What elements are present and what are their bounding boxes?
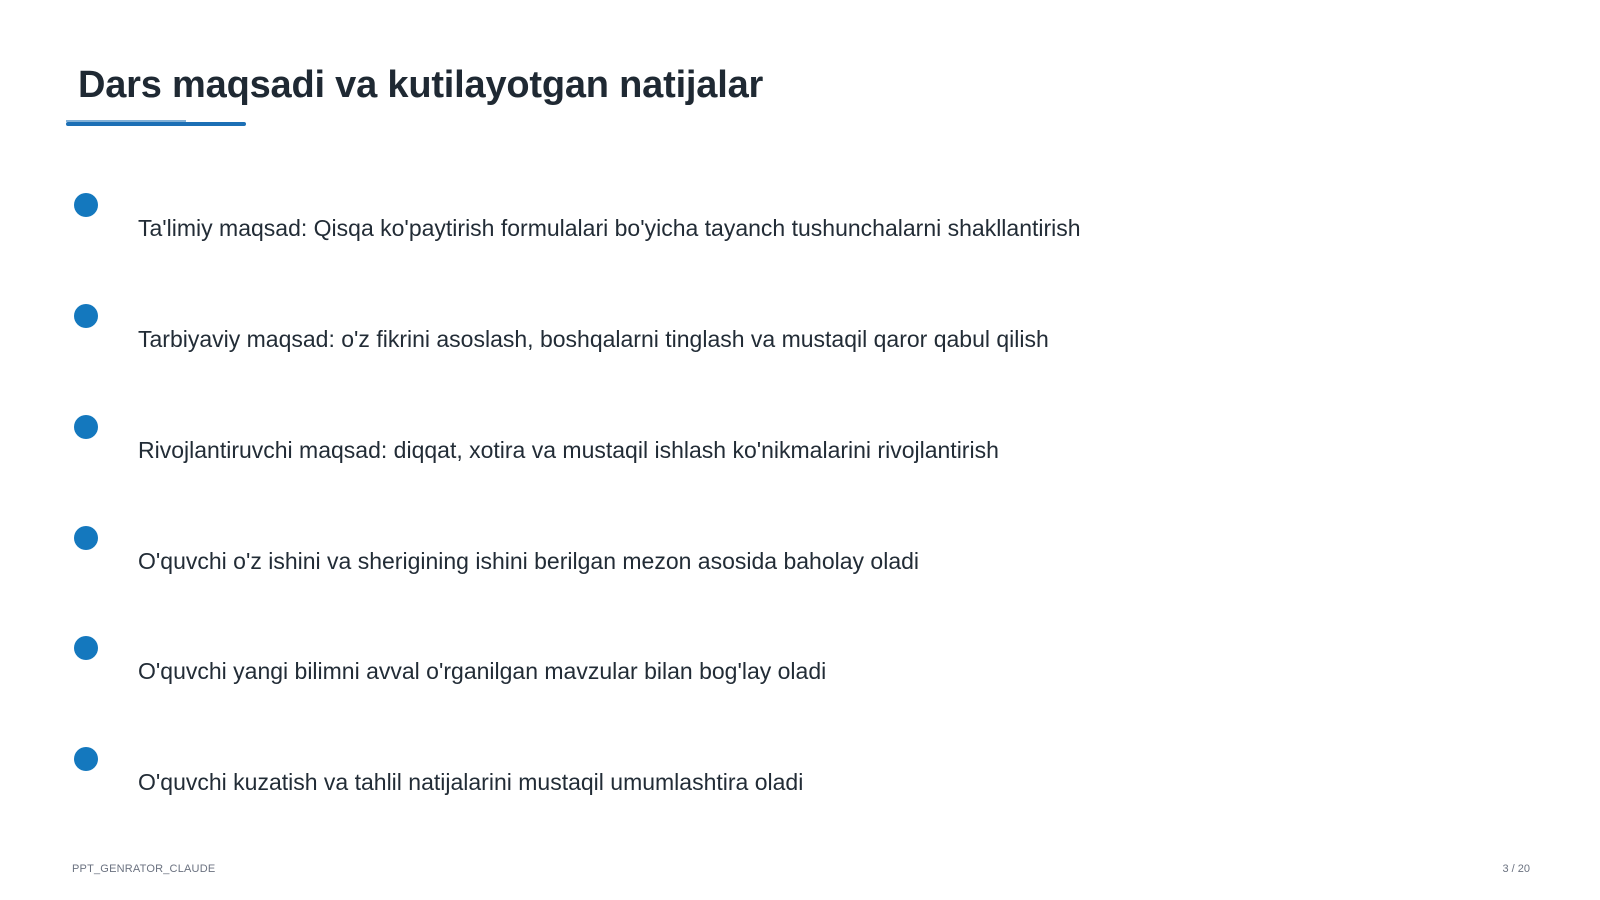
slide-title: Dars maqsadi va kutilayotgan natijalar	[78, 64, 764, 106]
bullet-text: O'quvchi o'z ishini va sherigining ishini berilgan mezon asosida baholay oladi	[138, 548, 920, 574]
bullet-dot-icon	[74, 304, 98, 328]
bullet-dot-icon	[74, 415, 98, 439]
bullet-text: O'quvchi yangi bilimni avval o'rganilgan mavzular bilan bog'lay oladi	[138, 658, 827, 684]
bullet-text: Ta'limiy maqsad: Qisqa ko'paytirish formulalari bo'yicha tayanch tushunchalarni shakllantirish	[138, 215, 1081, 241]
bullet-text: Rivojlantiruvchi maqsad: diqqat, xotira va mustaqil ishlash ko'nikmalarini rivojlantirish	[138, 437, 999, 463]
bullet-dot-icon	[74, 526, 98, 550]
list-item	[0, 415, 1600, 475]
bullet-dot-icon	[74, 636, 98, 660]
bullet-dot-icon	[74, 193, 98, 217]
list-item	[0, 747, 1600, 807]
list-item	[0, 193, 1600, 253]
bullet-dot-icon	[74, 747, 98, 771]
page-number: 3 / 20	[1502, 863, 1530, 875]
bullet-text: Tarbiyaviy maqsad: o'z fikrini asoslash, boshqalarni tinglash va mustaqil qaror qabul qilish	[138, 326, 1049, 352]
list-item	[0, 304, 1600, 364]
list-item	[0, 636, 1600, 696]
footer-source: PPT_GENRATOR_CLAUDE	[72, 863, 216, 875]
list-item	[0, 526, 1600, 586]
bullet-text: O'quvchi kuzatish va tahlil natijalarini mustaqil umumlashtira oladi	[138, 769, 804, 795]
